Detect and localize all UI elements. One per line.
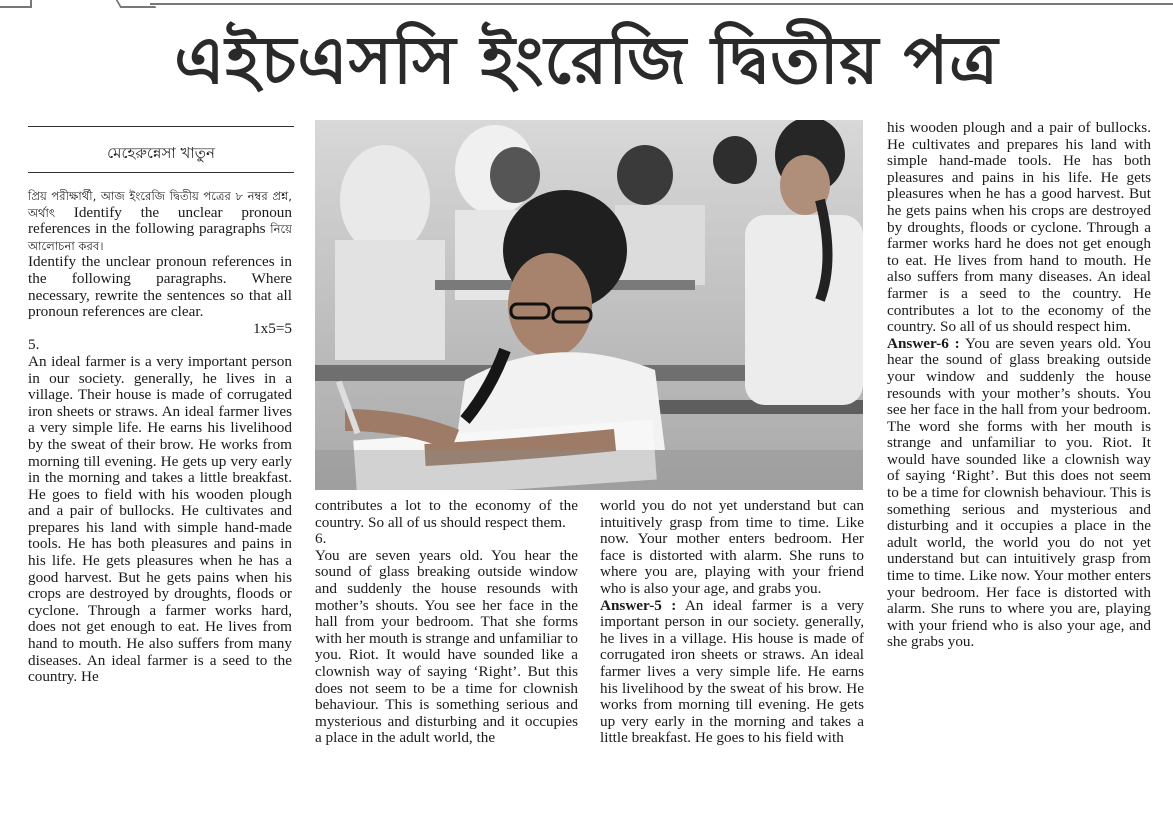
answer5-paragraph — [600, 598, 864, 747]
answer6-label: Answer-6 : — [887, 334, 960, 352]
q6-text-part1: You are seven years old. You hear the sound of glass breaking outside window and suddenly the house resounds with mother’s shouts. You see her face in the hall from your bedroom. That she forms with her mouth is strange and unfamiliar to you. Riot. It would have sounded like a clownish way of saying ‘Right’. But this does not seem to be a time for clownish behaviour. This is something serious and mysterious and disturbing and it occupies a place in the adult world, the — [315, 546, 578, 747]
answer5-text-part1: An ideal farmer is a very important person in our society. generally, he lives in a village. His house is made of corrugated iron sheets or straws. An ideal farmer lives a very simple life. He earns his livelihood by the sweat of his brow. He works from morning till evening. He gets up very early in the morning and takes a little breakfast. He goes to his field with — [600, 596, 864, 747]
q6-text-part2: world you do not yet understand but can intuitively grasp from time to time. Like now. Your mother enters bedroom. Her face is distorted with alarm. She runs to where you are, playing with your friend who is also your age, and grabs you. — [600, 497, 864, 597]
answer6-paragraph — [887, 336, 1151, 651]
answer5-text-part2: his wooden plough and a pair of bullocks. He cultivates and prepares his land with simple hand-made tools. He has both pleasures and pains in his life. He gets pleasures when he has a good harvest. But he gets pains when his crops are destroyed by droughts, floods or cyclone. Through a farmer works hard he does not get enough to eat. He lives from hand to mouth. He also suffers from many diseases. An ideal farmer is a seed to the country. He contributes a lot to the economy of the country. So all of us should respect him. — [887, 119, 1151, 336]
intro-bangla-2: নিয়ে আলোচনা করব। — [28, 222, 293, 253]
exam-hall-photo — [315, 120, 863, 490]
answer5-label: Answer-5 : — [600, 596, 677, 614]
q5-text-part1: An ideal farmer is a very important person in our society. generally, he lives in a village. Their house is made of corrugated iron sheets or straws. An ideal farmer lives a very simple life. He earns his livelihood by the sweat of their brow. He works from morning till evening. He gets up very early in the morning and takes a little breakfast. He goes to field with his wooden plough and a pair of bullocks. He cultivates and prepares his land with simple hand-made tools. He has both pleasures and pains in his life. He gets pleasures when he has a good harvest. But he gets pains when his crops are destroyed by droughts, floods or cyclone. Through a farmer works hard, does not get enough to eat. He lives from hand to mouth. He also suffers from many diseases. An ideal farmer is a seed to the country. He — [28, 352, 292, 686]
column-4 — [887, 120, 1151, 651]
intro-english: Identify the unclear pronoun references in the following paragraphs — [28, 203, 292, 238]
instruction: Identify the unclear pronoun references in the following paragraphs. Where necessary, rewrite the sentences so that all pronoun references are clear. — [28, 253, 292, 321]
headline: এইচএসসি ইংরেজি দ্বিতীয় পত্র — [174, 22, 999, 99]
q5-number: 5. — [28, 336, 40, 354]
q6-number: 6. — [315, 530, 327, 548]
answer6-text: You are seven years old. You hear the sound of glass breaking outside your window and suddenly the house resounds with your mother’s shouts. You see her face in the hall from your bedroom. The word she forms with her mouth is strange and unfamiliar to you. Riot. It would have sounded like a clownish way of saying ‘Right’. But this does not seem to be a time for clownish behaviour. This is something serious and mysterious and disturbing and it occupies a place in the adult world, the world you do not yet understand but can intuitively grasp from time to time. Like now. Your mother enters your bedroom. Her face is distorted with alarm. She runs to where you are, playing with your friend who is also your age, and she grabs you. — [887, 334, 1151, 651]
intro-bangla-1: প্রিয় পরীক্ষার্থী, আজ ইংরেজি দ্বিতীয় পত্রের ৮ নম্বর প্রশ্ন, অর্থাৎ — [28, 189, 292, 220]
q5-text-part2: contributes a lot to the economy of the country. So all of us should respect them. — [315, 497, 578, 531]
author-rule-bottom — [28, 172, 294, 173]
column-1 — [28, 188, 292, 686]
column-2 — [315, 498, 578, 747]
author-rule-top — [28, 126, 294, 127]
top-border — [0, 0, 1173, 8]
author-byline: মেহেরুন্নেসা খাতুন — [107, 144, 215, 162]
column-3 — [600, 498, 864, 747]
intro-paragraph — [28, 188, 292, 254]
marks: 1x5=5 — [253, 319, 292, 337]
